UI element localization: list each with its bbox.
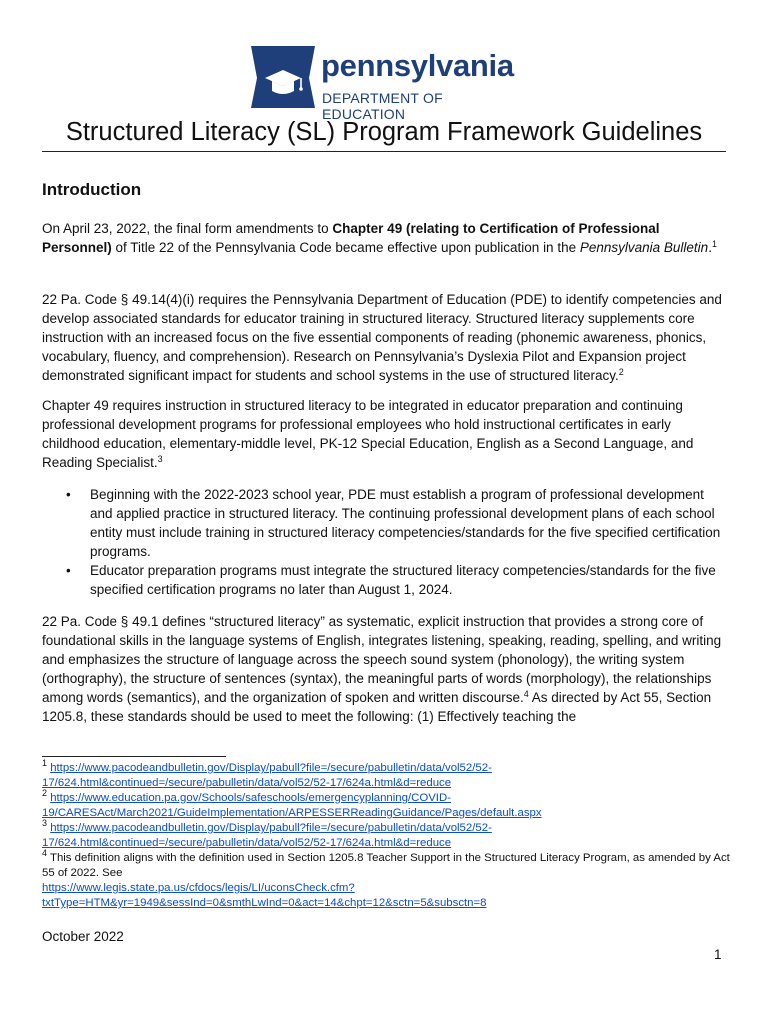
paragraph-2: [42, 290, 726, 385]
p3-text: Chapter 49 requires instruction in structured literacy to be integrated in educator preparation and continuing professional development programs for professional employees who hold instructional certificates in early childhood education, elementary-middle level, PK-12 Special Education, English as a Second Language, and Reading Specialist.: [42, 398, 694, 470]
footnote-number: 2: [42, 788, 48, 798]
p1-text-c: of Title 22 of the Pennsylvania Code became effective upon publication in the: [111, 240, 580, 255]
title-divider: [42, 151, 726, 152]
footnote-4-text: This definition aligns with the definition used in Section 1205.8 Teacher Support in the Structured Literacy Program, as amended by Act 55 of 2022. See: [42, 852, 730, 879]
section-heading-introduction: Introduction: [42, 180, 142, 199]
pde-logo: [249, 44, 519, 122]
footnote-number: 4: [42, 848, 48, 858]
bullet-text-1: Beginning with the 2022-2023 school year, PDE must establish a program of professional development and applied practice in structured literacy. The continuing professional development plans of each school entity must include training in structured literacy competencies/standards for the five specified certification programs.: [90, 487, 721, 559]
p4-text-b: As directed by Act 55, Section 1205.8, these standards should be used to meet the following: (1) Effectively teaching the: [42, 690, 712, 724]
footnote-3-link[interactable]: https://www.pacodeandbulletin.gov/Display/pabull?file=/secure/pabulletin/data/vol52/52-17/624.html&continued=/secure/pabulletin/data/vol52/52-17/624a.html&d=reduce: [42, 822, 492, 849]
footnote-ref-3[interactable]: 3: [157, 454, 163, 464]
footnote-2: [42, 788, 732, 821]
p1-text-a: On April 23, 2022, the final form amendments to: [42, 221, 333, 236]
list-item: [42, 485, 726, 561]
footnote-1-link[interactable]: https://www.pacodeandbulletin.gov/Display/pabull?file=/secure/pabulletin/data/vol52/52-17/624.html&continued=/secure/pabulletin/data/vol52/52-17/624a.html&d=reduce: [42, 762, 492, 789]
footnote-4-link[interactable]: https://www.legis.state.pa.us/cfdocs/legis/LI/uconsCheck.cfm?txtType=HTM&yr=1949&sessInd=0&smthLwInd=0&act=14&chpt=12&sctn=5&subsctn=8: [42, 882, 487, 909]
bullet-icon: •: [66, 563, 71, 578]
paragraph-1: [42, 219, 726, 257]
page-number: 1: [714, 947, 722, 962]
paragraph-3: [42, 396, 726, 472]
document-title: Structured Literacy (SL) Program Framework Guidelines: [65, 118, 703, 146]
bullet-text-2: Educator preparation programs must integrate the structured literacy competencies/standards for the five specified certification programs no later than August 1, 2024.: [90, 563, 716, 597]
paragraph-4: [42, 612, 726, 726]
footnote-divider: [42, 756, 226, 757]
keystone-graduation-cap-icon: [249, 44, 317, 110]
footer-date: October 2022: [42, 929, 124, 944]
p1-text-d: .: [708, 240, 712, 255]
footnote-ref-1[interactable]: 1: [711, 239, 717, 249]
footnote-ref-2[interactable]: 2: [618, 367, 624, 377]
p2-text: 22 Pa. Code § 49.14(4)(i) requires the Pennsylvania Department of Education (PDE) to identify competencies and develop associated standards for educator training in structured literacy. Structured literacy supplements core instruction with an increased focus on the five essential components of reading (phonemic awareness, phonics, vocabulary, fluency, and comprehension). Research on Pennsylvania’s Dyslexia Pilot and Expansion project demonstrated significant impact for students and school systems in the use of structured literacy.: [42, 292, 722, 383]
footnote-2-link[interactable]: https://www.education.pa.gov/Schools/safeschools/emergencyplanning/COVID-19/CARESAct/March2021/GuideImplementation/ARPESSERReadingGuidance/Pages/default.aspx: [42, 792, 542, 819]
footnotes: [42, 758, 732, 911]
bullet-list: [42, 485, 726, 599]
footnote-1: [42, 758, 732, 791]
p4-text-a: 22 Pa. Code § 49.1 defines “structured literacy” as systematic, explicit instruction that provides a strong core of foundational skills in the language systems of English, integrates listening, speaking, reading, spelling, and writing and emphasizes the structure of language across the speech sound system (phonology), the writing system (orthography), the structure of sentences (syntax), the meaningful parts of words (morphology), the relationships among words (semantics), and the organization of spoken and written discourse.: [42, 614, 722, 705]
p1-bold-chapter: Chapter 49 (relating to Certification of Professional Personnel): [42, 221, 660, 255]
p1-italic-bulletin: Pennsylvania Bulletin: [579, 240, 709, 255]
footnote-number: 1: [42, 758, 48, 768]
logo-department: DEPARTMENT OF EDUCATION: [322, 90, 443, 122]
bullet-icon: •: [66, 487, 71, 502]
footnote-ref-4[interactable]: 4: [523, 689, 529, 699]
footnote-3: [42, 818, 732, 851]
footnote-4: [42, 848, 732, 911]
list-item: [42, 561, 726, 599]
footnote-number: 3: [42, 818, 48, 828]
logo-wordmark: pennsylvania: [321, 48, 514, 83]
